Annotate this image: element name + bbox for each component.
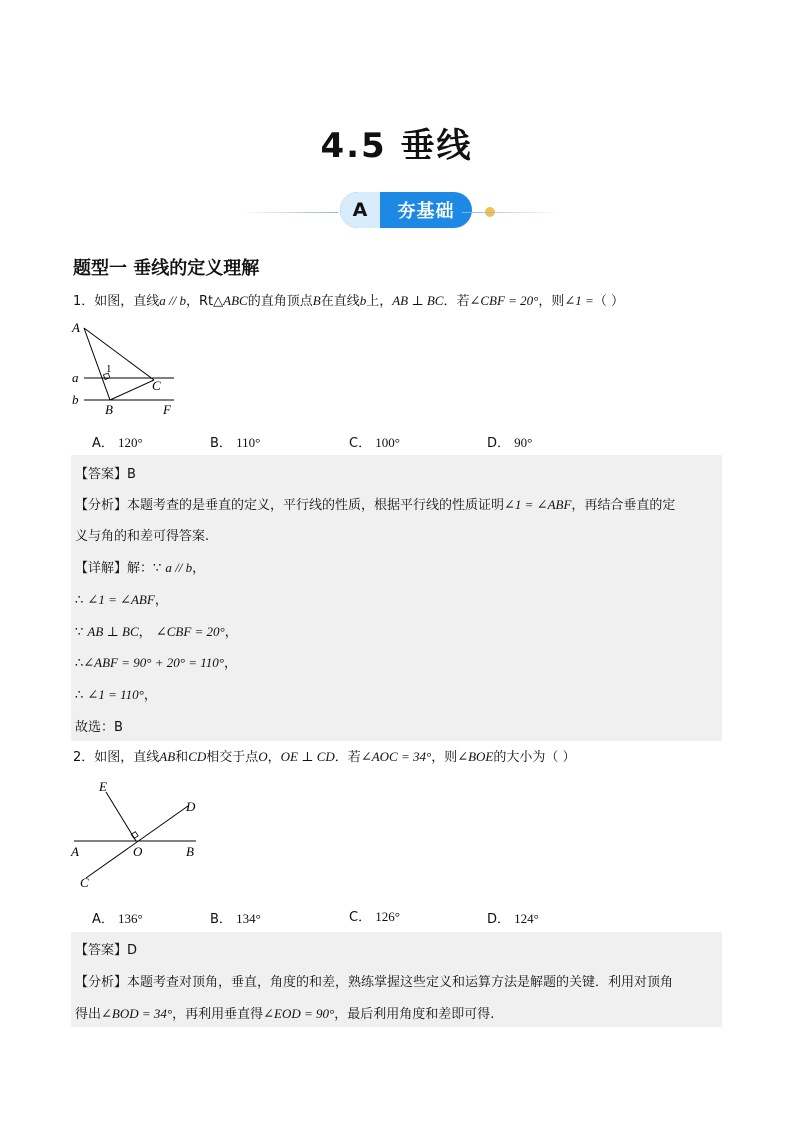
- q1-analysis-line-1: 【分析】本题考查的是垂直的定义，平行线的性质，根据平行线的性质证明∠1 = ∠ABF，再结合垂直的定: [75, 497, 676, 513]
- q2-analysis-line-2: 得出∠BOD = 34°，再利用垂直得∠EOD = 90°，最后利用角度和差即可得.: [75, 1006, 495, 1022]
- q1-option-a[interactable]: A． 120°: [92, 435, 143, 451]
- q1-seg-BC: [110, 380, 154, 400]
- q1-label-a: a: [72, 370, 79, 385]
- q1-analysis-line-2: 义与角的和差可得答案.: [75, 529, 210, 544]
- q2-label-A: A: [71, 844, 79, 859]
- q1-detail-line-1: 【详解】解：∵ a // b，: [75, 560, 206, 576]
- q2-answer: 【答案】D: [75, 943, 138, 958]
- section-title: 题型一 垂线的定义理解: [73, 258, 260, 279]
- q1-label-A: A: [72, 320, 80, 335]
- q1-option-c[interactable]: C． 100°: [349, 435, 400, 451]
- page-title: 4.5 垂线: [320, 126, 473, 166]
- level-pill: [340, 192, 472, 228]
- q1-detail-line-3: ∵ AB ⊥ BC， ∠CBF = 20°，: [75, 624, 238, 640]
- q2-line-CD: [86, 806, 188, 878]
- level-letter: A: [340, 192, 380, 228]
- q1-label-b: b: [72, 392, 79, 407]
- q2-figure: [68, 778, 208, 892]
- q1-solution-box: [71, 455, 722, 741]
- q1-detail-line-5: ∴ ∠1 = 110°，: [75, 687, 157, 703]
- q1-figure: [68, 316, 188, 420]
- q2-option-c[interactable]: C． 126°: [349, 909, 400, 925]
- q2-label-C: C: [80, 875, 89, 890]
- q2-option-a[interactable]: A． 136°: [92, 911, 143, 927]
- q1-answer: 【答案】B: [75, 467, 136, 482]
- q1-detail-line-2: ∴ ∠1 = ∠ABF，: [75, 592, 168, 608]
- q1-label-B: B: [105, 402, 113, 417]
- level-banner: [230, 192, 570, 228]
- q1-option-d[interactable]: D． 90°: [487, 435, 533, 451]
- q1-detail-line-4: ∴∠ABF = 90° + 20° = 110°，: [75, 655, 237, 671]
- q2-label-B: B: [186, 844, 194, 859]
- q1-label-C: C: [152, 378, 161, 393]
- q2-label-E: E: [99, 779, 107, 794]
- banner-line-left: [240, 212, 338, 213]
- q1-choice: 故选：B: [75, 720, 123, 735]
- q1-option-b[interactable]: B． 110°: [210, 435, 261, 451]
- q2-stem: 2．如图，直线AB和CD相交于点O，OE ⊥ CD．若∠AOC = 34°，则∠BOE的大小为（ ）: [73, 749, 576, 765]
- q1-seg-AC: [84, 328, 154, 380]
- q1-label-F: F: [163, 402, 171, 417]
- q2-solution-box: [71, 932, 722, 1027]
- level-label: 夯基础: [397, 201, 455, 222]
- q2-option-b[interactable]: B． 134°: [210, 911, 261, 927]
- q2-analysis-line-1: 【分析】本题考查对顶角，垂直，角度的和差，熟练掌握这些定义和运算方法是解题的关键．利用对顶角: [75, 975, 674, 990]
- q2-option-d[interactable]: D． 124°: [487, 911, 539, 927]
- banner-line-right: [462, 212, 560, 213]
- q2-ray-OE: [106, 792, 136, 841]
- q2-label-D: D: [186, 799, 196, 814]
- q1-label-1: 1: [106, 363, 112, 375]
- q2-label-O: O: [133, 844, 143, 859]
- q1-stem: 1．如图，直线a // b，Rt△ABC的直角顶点B在直线b上，AB ⊥ BC．若∠CBF = 20°，则∠1 =（ ）: [73, 293, 624, 309]
